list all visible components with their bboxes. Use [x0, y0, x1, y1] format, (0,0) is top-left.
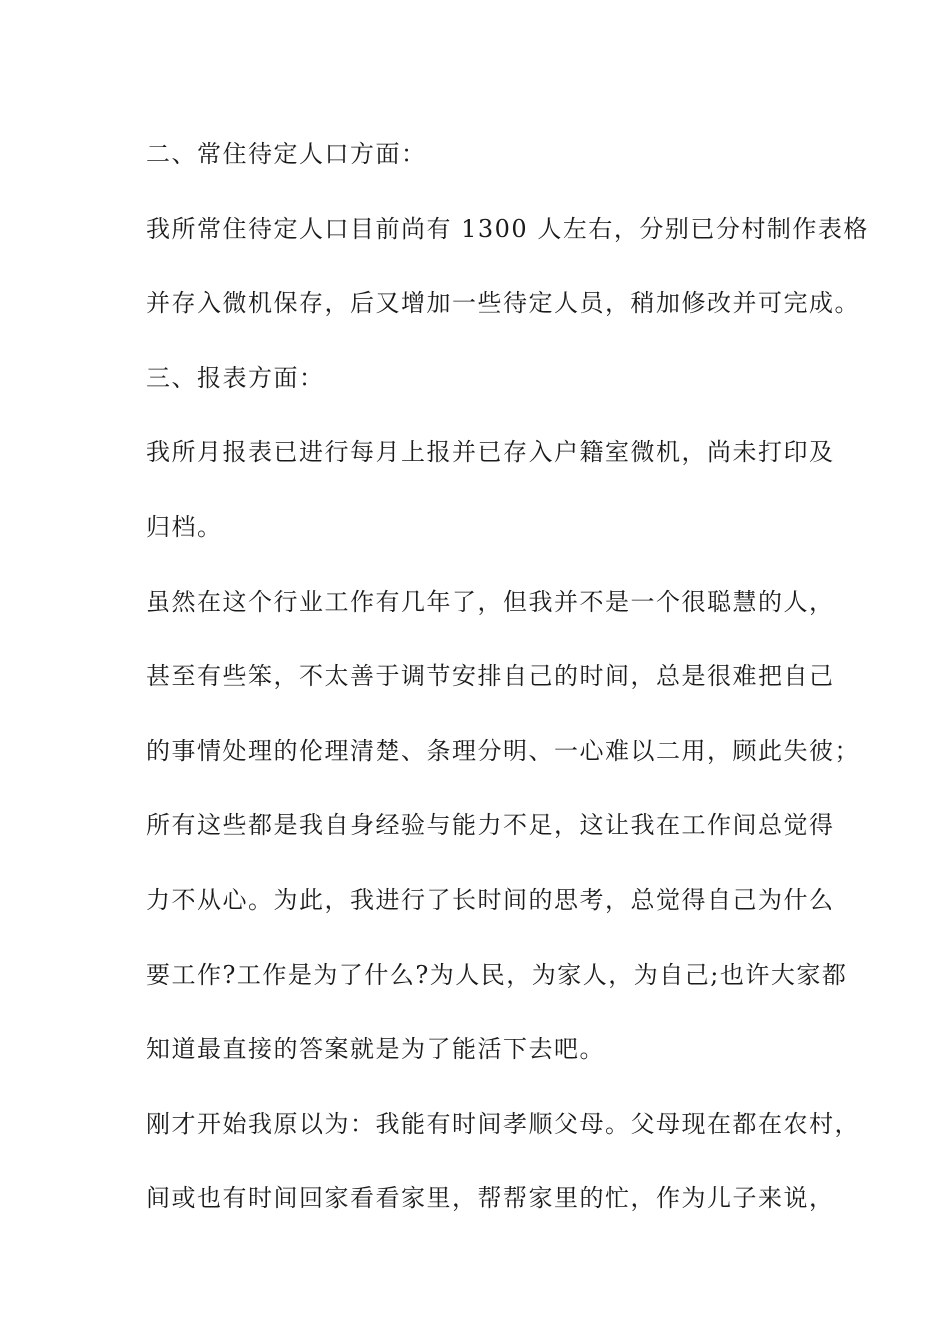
- text-line: 并存入微机保存，后又增加一些待定人员，稍加修改并可完成。: [146, 289, 860, 318]
- text-line: 间或也有时间回家看看家里，帮帮家里的忙，作为儿子来说，: [146, 1184, 835, 1213]
- text-line: 所有这些都是我自身经验与能力不足，这让我在工作间总觉得: [146, 811, 835, 840]
- text-line: 甚至有些笨，不太善于调节安排自己的时间，总是很难把自己: [146, 662, 835, 691]
- text-line: 我所月报表已进行每月上报并已存入户籍室微机，尚未打印及: [146, 438, 835, 467]
- text-line: 虽然在这个行业工作有几年了，但我并不是一个很聪慧的人，: [146, 587, 835, 616]
- text-line: 刚才开始我原以为：我能有时间孝顺父母。父母现在都在农村，: [146, 1109, 860, 1138]
- text-line: 我所常住待定人口目前尚有 1300 人左右，分别已分村制作表格: [146, 214, 869, 243]
- text-line: 的事情处理的伦理清楚、条理分明、一心难以二用，顾此失彼；: [146, 736, 860, 765]
- section-heading-reports: 三、报表方面：: [146, 363, 325, 392]
- text-line: 要工作?工作是为了什么?为人民，为家人，为自己;也许大家都: [146, 960, 848, 989]
- section-heading-permanent-population: 二、常住待定人口方面：: [146, 140, 427, 168]
- text-line: 知道最直接的答案就是为了能活下去吧。: [146, 1035, 605, 1064]
- text-line: 力不从心。为此，我进行了长时间的思考，总觉得自己为什么: [146, 885, 835, 914]
- text-line: 归档。: [146, 512, 223, 541]
- body-text: [146, 134, 869, 1253]
